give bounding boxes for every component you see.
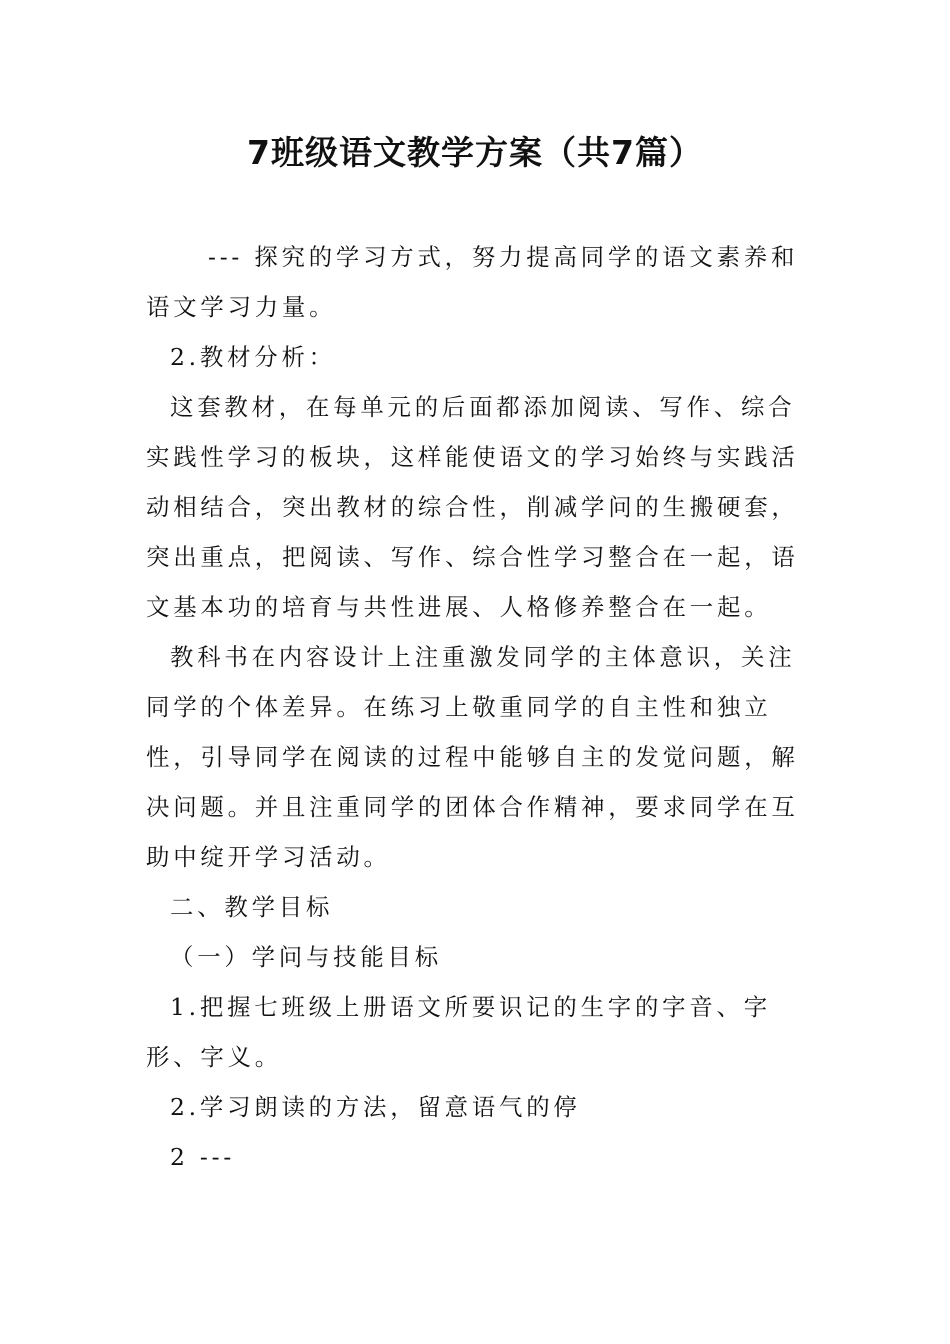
paragraph-textbook-structure: 这套教材，在每单元的后面都添加阅读、写作、综合实践性学习的板块，这样能使语文的学习始终与实践活动相结合，突出教材的综合性，削减学问的生搬硬套，突出重点，把阅读、写作、综合性学习整合在一起，语文基本功的培育与共性进展、人格修养整合在一起。 xyxy=(146,393,799,621)
document-body xyxy=(146,232,810,1182)
page-number: 2 --- xyxy=(170,1143,236,1171)
paragraph-goal-1: 1.把握七班级上册语文所要识记的生字的字音、字形、字义。 xyxy=(146,993,771,1071)
paragraph-textbook-design: 教科书在内容设计上注重激发同学的主体意识，关注同学的个体差异。在练习上敬重同学的自主性和独立性，引导同学在阅读的过程中能够自主的发觉问题，解决问题。并且注重同学的团体合作精神，要求同学在互助中绽开学习活动。 xyxy=(146,643,799,871)
document-title: 7班级语文教学方案（共7篇） xyxy=(247,133,703,172)
paragraph-intro: --- 探究的学习方式，努力提高同学的语文素养和语文学习力量。 xyxy=(146,243,799,321)
paragraph-textbook-analysis-heading: 2.教材分析： xyxy=(170,343,336,371)
paragraph-knowledge-skills-heading: （一）学问与技能目标 xyxy=(170,943,442,971)
paragraph-goal-2: 2.学习朗读的方法，留意语气的停 xyxy=(170,1093,581,1121)
paragraph-teaching-goals-heading: 二、教学目标 xyxy=(170,893,334,921)
